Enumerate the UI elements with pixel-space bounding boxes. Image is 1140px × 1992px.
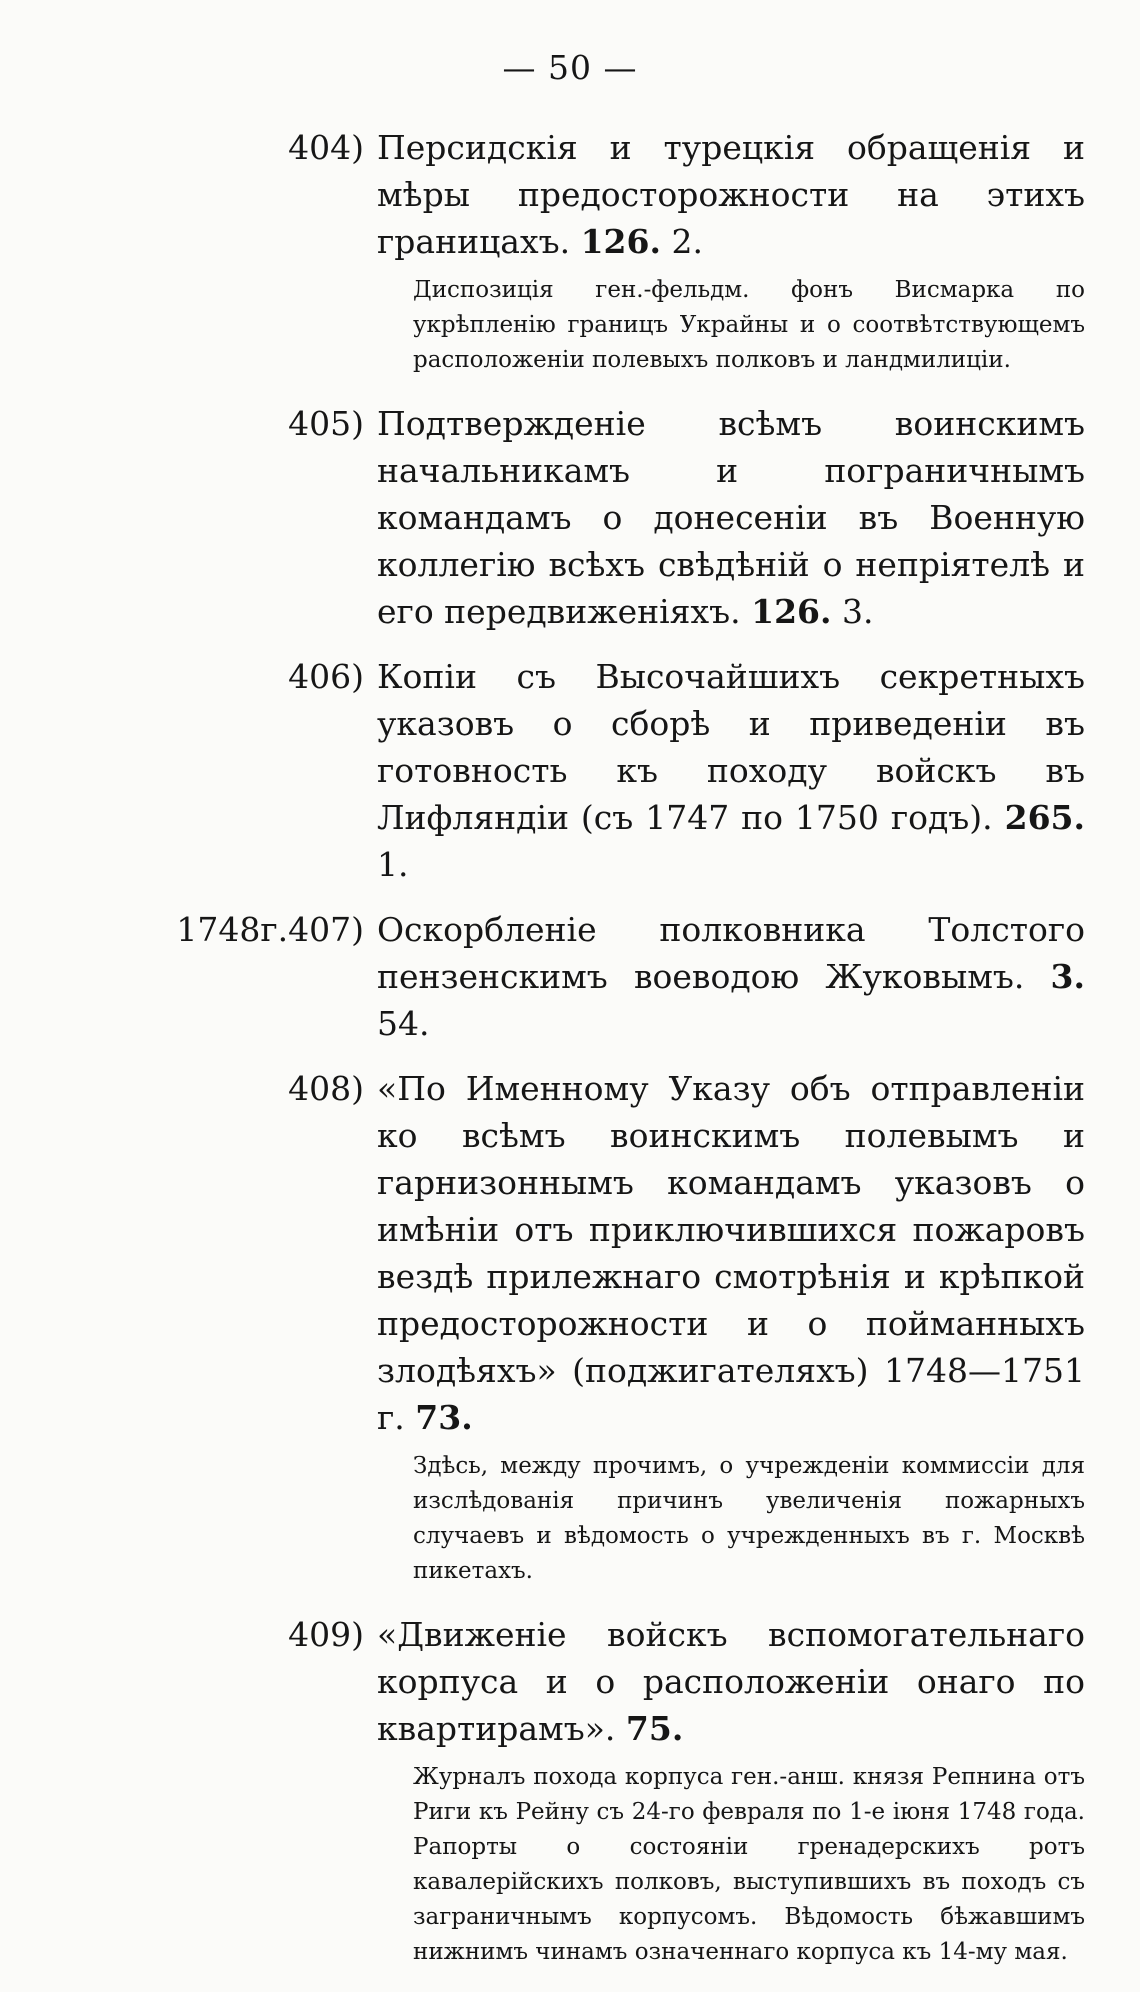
entry-reference-bold: 126. [751, 592, 832, 631]
entry-reference: 54. [377, 1004, 430, 1043]
entry-number: 409) [288, 1615, 364, 1654]
entry-number: 405) [288, 404, 364, 443]
entry-reference-bold: 3. [1050, 957, 1085, 996]
catalog-entries [176, 124, 1085, 1992]
entry-note: Журналъ похода корпуса ген.-анш. князя Репнина отъ Риги къ Рейну съ 24-го февраля по 1-е іюня 1748 года. Рапорты о состояніи гренадерскихъ ротъ кавалерійскихъ полковъ, выступившихъ въ походъ съ заграничнымъ корпусомъ. Вѣдомость бѣжавшимъ нижнимъ чинамъ означеннаго корпуса къ 14-му мая. [413, 1764, 1085, 1965]
entry-number: 408) [288, 1069, 364, 1108]
entry-407 [176, 906, 1085, 1047]
entry-reference-bold: 73. [415, 1398, 473, 1437]
entry-409 [288, 1611, 1085, 1752]
entry-number: 1748г.407) [176, 910, 364, 949]
entry-reference: 3. [841, 592, 874, 631]
page-number: — 50 — [502, 48, 638, 87]
entry-reference: 1. [377, 845, 409, 884]
entry-reference-bold: 75. [625, 1709, 684, 1748]
entry-text: Оскорбленіе полковника Толстого пензенскимъ воеводою Жуковымъ. [377, 910, 1085, 996]
entry-reference-bold: 265. [1004, 798, 1085, 837]
entry-text: Копіи съ Высочайшихъ секретныхъ указовъ о сборѣ и приведеніи въ готовность къ походу войскъ въ Лифляндіи (съ 1747 по 1750 годъ). [377, 657, 1085, 837]
entry-404 [288, 124, 1085, 265]
entry-note: Диспозиція ген.-фельдм. фонъ Висмарка по укрѣпленію границъ Украйны и о соотвѣтствующемъ расположеніи полевыхъ полковъ и ландмилиціи. [413, 277, 1085, 373]
entry-number: 404) [288, 128, 364, 167]
entry-406 [288, 653, 1085, 888]
entry-text: «По Именному Указу объ отправленіи ко всѣмъ воинскимъ полевымъ и гарнизоннымъ командамъ указовъ о имѣніи отъ приключившихся пожаровъ вездѣ прилежнаго смотрѣнія и крѣпкой предосторожности и о пойманныхъ злодѣяхъ» (поджигателяхъ) 1748—1751 г. [377, 1069, 1085, 1437]
entry-text: Персидскія и турецкія обращенія и мѣры предосторожности на этихъ границахъ. [377, 128, 1085, 261]
entry-text: Подтвержденіе всѣмъ воинскимъ начальникамъ и пограничнымъ командамъ о донесеніи въ Военную коллегію всѣхъ свѣдѣній о непріятелѣ и его передвиженіяхъ. [377, 404, 1085, 631]
entry-reference: 2. [671, 222, 703, 261]
entry-405 [288, 400, 1085, 635]
entry-reference-bold: 126. [580, 222, 661, 261]
entry-number: 406) [288, 657, 364, 696]
entry-note: Здѣсь, между прочимъ, о учрежденіи коммиссіи для изслѣдованія причинъ увеличенія пожарныхъ случаевъ и вѣдомость о учрежденныхъ въ г. Москвѣ пикетахъ. [413, 1453, 1085, 1584]
entry-text: «Движеніе войскъ вспомогательнаго корпуса и о расположеніи онаго по квартирамъ». [377, 1615, 1085, 1748]
entry-408 [288, 1065, 1085, 1441]
